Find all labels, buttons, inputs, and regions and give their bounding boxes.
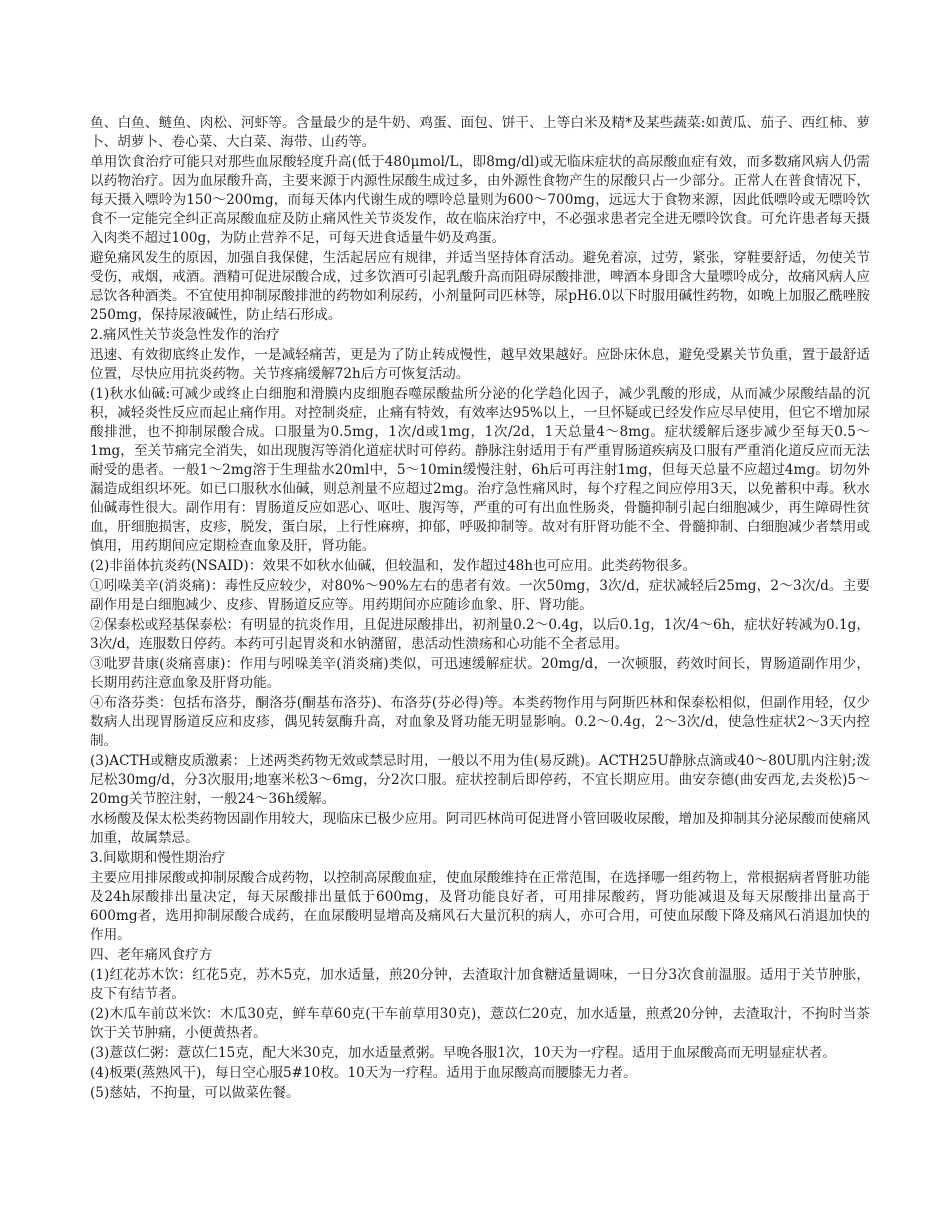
recipe-item-3: (3)薏苡仁粥：薏苡仁15克，配大米30克，加水适量煮粥。早晚各服1次，10天为一疗程。适用于血尿酸高而无明显症状者。 — [90, 1045, 836, 1061]
section-heading-diet-recipes: 四、老年痛风食疗方 — [90, 947, 213, 963]
paragraph-acute-overview: 迅速、有效彻底终止发作，一是减轻痛苦，更是为了防止转成慢性，越早效果越好。应卧床休息，避免受累关节负重，置于最舒适位置，尽快应用抗炎药物。关节疼痛缓解72h后方可恢复活动。 — [90, 347, 870, 382]
paragraph-nsaid: (2)非甾体抗炎药(NSAID)：效果不如秋水仙碱，但较温和，发作超过48h也可应用。此类药物很多。 — [90, 558, 697, 574]
section-heading-chronic-treatment: 3.间歇期和慢性期治疗 — [90, 850, 226, 866]
recipe-item-2: (2)木瓜车前苡米饮：木瓜30克，鲜车草60克(干车前草用30克)，薏苡仁20克，加水适量，煎煮20分钟，去渣取汁，不拘时当茶饮于关节肿痛，小便黄热者。 — [90, 1006, 870, 1041]
paragraph-colchicine: (1)秋水仙碱:可减少或终止白细胞和滑膜内皮细胞吞噬尿酸盐所分泌的化学趋化因子，减少乳酸的形成，从而减少尿酸结晶的沉积，减轻炎性反应而起止痛作用。对控制炎症，止痛有特效，有效率达95%以上，一旦怀疑或已经发作应尽早使用，但它不增加尿酸排泄，也不抑制尿酸合成。口服量为0.5mg，1次/d或1mg，1次/2d，1天总量4～8mg。症状缓解后逐步减少至每天0.5～1mg，至关节痛完全消失，如出现腹泻等消化道症状时可停药。静脉注射适用于有严重胃肠道疾病及口服有严重消化道反应而无法耐受的患者。一般1～2mg溶于生理盐水20ml中，5～10min缓慢注射，6h后可再注射1mg，但每天总量不应超过4mg。切勿外漏造成组织坏死。如已口服秋水仙碱，则总剂量不应超过2mg。治疗急性痛风时，每个疗程之间应停用3天，以免蓄积中毒。秋水仙碱毒性很大。副作用有：胃肠道反应如恶心、呕吐、腹泻等，严重的可有出血性肠炎，骨髓抑制引起白细胞减少，再生障碍性贫血，肝细胞损害，皮疹，脱发，蛋白尿，上行性麻痹，抑郁，呼吸抑制等。故对有肝肾功能不全、骨髓抑制、白细胞减少者禁用或慎用，用药期间应定期检查血象及肝，肾功能。 — [90, 386, 870, 554]
recipe-item-4: (4)板栗(蒸熟风干)，每日空心服5#10枚。10天为一疗程。适用于血尿酸高而腰膝无力者。 — [90, 1065, 637, 1081]
paragraph-acth-steroids: (3)ACTH或糖皮质激素：上述两类药物无效或禁忌时用，一般以不用为佳(易反跳)。ACTH25U静脉点滴或40～80U肌内注射;泼尼松30mg/d，分3次服用;地塞米松3～6mg，分2次口服。症状控制后即停药，不宜长期应用。曲安奈德(曲安西龙,去炎松)5～20mg关节腔注射，一般24～36h缓解。 — [90, 753, 870, 807]
paragraph-ibuprofen: ④布洛芬类：包括布洛芬，酮洛芬(酮基布洛芬)、布洛芬(芬必得)等。本类药物作用与阿斯匹林和保泰松相似，但副作用轻，仅少数病人出现胃肠道反应和皮疹，偶见转氨酶升高，对血象及肾功能无明显影响。0.2～0.4g，2～3次/d，使急性症状2～3天内控制。 — [90, 695, 870, 749]
paragraph-diet-therapy: 单用饮食治疗可能只对那些血尿酸轻度升高(低于480μmol/L，即8mg/dl)或无临床症状的高尿酸血症有效，而多数痛风病人仍需以药物治疗。因为血尿酸升高，主要来源于内源性尿酸生成过多，由外源性食物产生的尿酸只占一少部分。正常人在普食情况下，每天摄入嘌呤为150～200mg，而每天体内代谢生成的嘌呤总量则为600～700mg，远远大于食物来源，因此低嘌呤或无嘌呤饮食不一定能完全纠正高尿酸血症及防止痛风性关节炎发作，故在临床治疗中，不必强求患者完全进无嘌呤饮食。可允许患者每天摄入肉类不超过100g，为防止营养不足，可每天进食适量牛奶及鸡蛋。 — [90, 154, 870, 246]
section-heading-acute-treatment: 2.痛风性关节炎急性发作的治疗 — [90, 327, 280, 343]
paragraph-indomethacin: ①吲哚美辛(消炎痛)：毒性反应较少，对80%～90%左右的患者有效。一次50mg，3次/d，症状减轻后25mg，2～3次/d。主要副作用是白细胞减少、皮疹、胃肠道反应等。用药期间亦应随诊血象、肝、肾功能。 — [90, 578, 870, 613]
paragraph-piroxicam: ③吡罗昔康(炎痛喜康)：作用与吲哚美辛(消炎痛)类似，可迅速缓解症状。20mg/d，一次顿服，药效时间长，胃肠道副作用少，长期用药注意血象及肝肾功能。 — [90, 656, 870, 691]
paragraph-phenylbutazone: ②保泰松或羟基保泰松：有明显的抗炎作用，且促进尿酸排出，初剂量0.2～0.4g，以后0.1g，1次/4～6h，症状好转减为0.1g，3次/d，连服数日停药。本药可引起胃炎和水钠潴留，患活动性溃疡和心功能不全者忌用。 — [90, 617, 870, 652]
paragraph-chronic-overview: 主要应用排尿酸或抑制尿酸合成药物，以控制高尿酸血症，使血尿酸维持在正常范围，在选择哪一组药物上，常根据病者肾脏功能及24h尿酸排出量决定，每天尿酸排出量低于600mg，及肾功能良好者，可用排尿酸药，肾功能减退及每天尿酸排出量高于600mg者，选用抑制尿酸合成药，在血尿酸明显增高及痛风石大量沉积的病人，亦可合用，可使血尿酸下降及痛风石消退加快的作用。 — [90, 870, 870, 943]
recipe-item-5: (5)慈姑，不拘量，可以做菜佐餐。 — [90, 1085, 300, 1101]
paragraph-salicylates: 水杨酸及保太松类药物因副作用较大，现临床已极少应用。阿司匹林尚可促进肾小管回吸收尿酸，增加及抑制其分泌尿酸而使痛风加重，故属禁忌。 — [90, 811, 870, 846]
document-body — [90, 114, 870, 1104]
paragraph-food-purine-list: 鱼、白鱼、鲢鱼、肉松、河虾等。含量最少的是牛奶、鸡蛋、面包、饼干、上等白米及精*及某些蔬菜:如黄瓜、茄子、西红柿、萝卜、胡萝卜、卷心菜、大白菜、海带、山药等。 — [90, 115, 870, 150]
paragraph-prevention: 避免痛风发生的原因，加强自我保健，生活起居应有规律，并适当坚持体育活动。避免着凉，过劳，紧张，穿鞋要舒适，勿使关节受伤，戒烟，戒酒。酒精可促进尿酸合成，过多饮酒可引起乳酸升高而阻碍尿酸排泄，啤酒本身即含大量嘌呤成分，故痛风病人应忌饮各种酒类。不宜使用抑制尿酸排泄的药物如利尿药，小剂量阿司匹林等，尿pH6.0以下时服用碱性药物，如晚上加服乙酰唑胺250mg，保持尿液碱性，防止结石形成。 — [90, 250, 870, 323]
recipe-item-1: (1)红花苏木饮：红花5克，苏木5克，加水适量，煎20分钟，去渣取汁加食糖适量调味，一日分3次食前温服。适用于关节肿胀，皮下有结节者。 — [90, 967, 870, 1002]
